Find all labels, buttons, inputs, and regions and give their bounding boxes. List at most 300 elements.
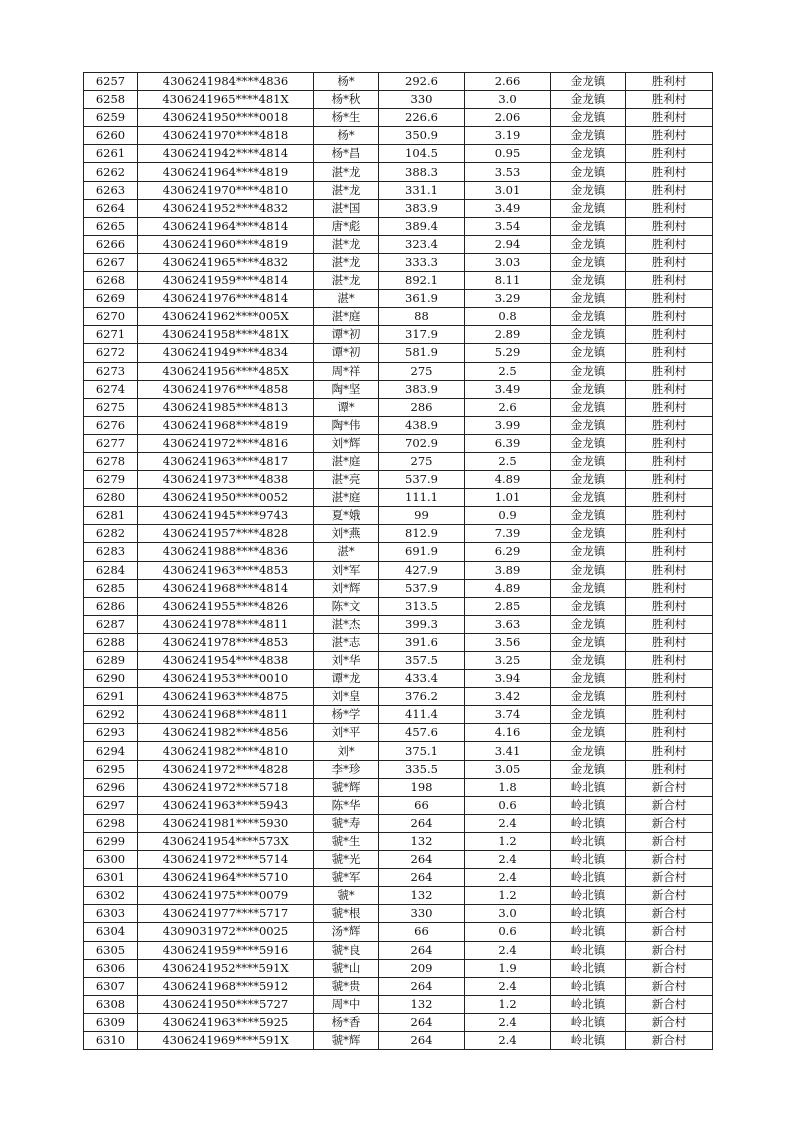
area-cell: 3.74 [465,706,551,724]
village-cell: 胜利村 [626,489,713,507]
town-cell: 金龙镇 [551,181,626,199]
table-row [84,814,713,832]
area-cell: 3.54 [465,217,551,235]
name-cell: 汤*辉 [314,923,379,941]
table-row [84,507,713,525]
amount-cell: 66 [379,796,465,814]
name-cell: 虢*根 [314,905,379,923]
table-row [84,1013,713,1031]
amount-cell: 275 [379,452,465,470]
town-cell: 金龙镇 [551,543,626,561]
table-row [84,688,713,706]
row-number-cell: 6267 [84,253,138,271]
id-number-cell: 4306241959****5916 [138,941,314,959]
name-cell: 湛*龙 [314,235,379,253]
row-number-cell: 6273 [84,362,138,380]
area-cell: 2.5 [465,362,551,380]
records-table [83,72,713,1050]
id-number-cell: 4306241975****0079 [138,887,314,905]
row-number-cell: 6291 [84,688,138,706]
amount-cell: 350.9 [379,127,465,145]
table-row [84,633,713,651]
amount-cell: 376.2 [379,688,465,706]
area-cell: 3.89 [465,561,551,579]
town-cell: 金龙镇 [551,652,626,670]
id-number-cell: 4306241978****4853 [138,633,314,651]
id-number-cell: 4306241970****4810 [138,181,314,199]
name-cell: 李*珍 [314,760,379,778]
town-cell: 金龙镇 [551,127,626,145]
id-number-cell: 4306241969****591X [138,1031,314,1049]
name-cell: 杨*生 [314,109,379,127]
id-number-cell: 4306241972****4816 [138,434,314,452]
table-row [84,91,713,109]
table-row [84,290,713,308]
id-number-cell: 4306241978****4811 [138,615,314,633]
town-cell: 金龙镇 [551,344,626,362]
name-cell: 杨*香 [314,1013,379,1031]
amount-cell: 399.3 [379,615,465,633]
name-cell: 湛*庭 [314,308,379,326]
row-number-cell: 6268 [84,272,138,290]
village-cell: 胜利村 [626,597,713,615]
row-number-cell: 6302 [84,887,138,905]
name-cell: 湛*亮 [314,471,379,489]
village-cell: 新合村 [626,887,713,905]
area-cell: 0.6 [465,923,551,941]
table-row [84,109,713,127]
amount-cell: 104.5 [379,145,465,163]
table-row [84,73,713,91]
amount-cell: 132 [379,887,465,905]
id-number-cell: 4306241953****0010 [138,670,314,688]
area-cell: 3.01 [465,181,551,199]
id-number-cell: 4306241972****5718 [138,778,314,796]
area-cell: 2.89 [465,326,551,344]
area-cell: 1.2 [465,995,551,1013]
table-row [84,995,713,1013]
amount-cell: 330 [379,91,465,109]
town-cell: 岭北镇 [551,832,626,850]
name-cell: 虢*辉 [314,1031,379,1049]
town-cell: 岭北镇 [551,778,626,796]
name-cell: 谭* [314,398,379,416]
table-row [84,525,713,543]
id-number-cell: 4306241963****4853 [138,561,314,579]
village-cell: 新合村 [626,905,713,923]
table-row [84,579,713,597]
town-cell: 金龙镇 [551,760,626,778]
amount-cell: 88 [379,308,465,326]
town-cell: 金龙镇 [551,326,626,344]
table-row [84,977,713,995]
id-number-cell: 4306241968****4819 [138,416,314,434]
table-row [84,272,713,290]
row-number-cell: 6284 [84,561,138,579]
area-cell: 3.49 [465,199,551,217]
row-number-cell: 6277 [84,434,138,452]
table-row [84,832,713,850]
id-number-cell: 4306241976****4814 [138,290,314,308]
amount-cell: 333.3 [379,253,465,271]
village-cell: 胜利村 [626,272,713,290]
table-row [84,434,713,452]
id-number-cell: 4306241964****4814 [138,217,314,235]
amount-cell: 375.1 [379,742,465,760]
table-row [84,742,713,760]
row-number-cell: 6262 [84,163,138,181]
table-row [84,670,713,688]
name-cell: 虢* [314,887,379,905]
village-cell: 新合村 [626,832,713,850]
row-number-cell: 6303 [84,905,138,923]
table-row [84,199,713,217]
town-cell: 金龙镇 [551,615,626,633]
area-cell: 0.6 [465,796,551,814]
id-number-cell: 4306241970****4818 [138,127,314,145]
id-number-cell: 4306241964****4819 [138,163,314,181]
village-cell: 新合村 [626,869,713,887]
amount-cell: 209 [379,959,465,977]
village-cell: 胜利村 [626,742,713,760]
area-cell: 7.39 [465,525,551,543]
area-cell: 1.2 [465,832,551,850]
area-cell: 4.89 [465,579,551,597]
id-number-cell: 4306241950****5727 [138,995,314,1013]
amount-cell: 388.3 [379,163,465,181]
village-cell: 胜利村 [626,507,713,525]
town-cell: 金龙镇 [551,163,626,181]
id-number-cell: 4306241976****4858 [138,380,314,398]
name-cell: 夏*娥 [314,507,379,525]
area-cell: 2.4 [465,1013,551,1031]
name-cell: 杨*昌 [314,145,379,163]
town-cell: 金龙镇 [551,670,626,688]
town-cell: 金龙镇 [551,416,626,434]
row-number-cell: 6296 [84,778,138,796]
amount-cell: 357.5 [379,652,465,670]
area-cell: 2.4 [465,814,551,832]
row-number-cell: 6272 [84,344,138,362]
name-cell: 杨* [314,127,379,145]
town-cell: 金龙镇 [551,253,626,271]
area-cell: 3.94 [465,670,551,688]
village-cell: 胜利村 [626,543,713,561]
town-cell: 金龙镇 [551,73,626,91]
table-row [84,217,713,235]
id-number-cell: 4306241963****5943 [138,796,314,814]
row-number-cell: 6274 [84,380,138,398]
row-number-cell: 6290 [84,670,138,688]
id-number-cell: 4306241977****5717 [138,905,314,923]
name-cell: 虢*贵 [314,977,379,995]
amount-cell: 286 [379,398,465,416]
row-number-cell: 6297 [84,796,138,814]
town-cell: 金龙镇 [551,507,626,525]
table-row [84,380,713,398]
area-cell: 3.42 [465,688,551,706]
name-cell: 虢*良 [314,941,379,959]
amount-cell: 264 [379,1031,465,1049]
village-cell: 新合村 [626,959,713,977]
name-cell: 虢*山 [314,959,379,977]
amount-cell: 391.6 [379,633,465,651]
area-cell: 1.9 [465,959,551,977]
town-cell: 岭北镇 [551,887,626,905]
row-number-cell: 6288 [84,633,138,651]
area-cell: 3.05 [465,760,551,778]
name-cell: 刘*辉 [314,579,379,597]
area-cell: 2.4 [465,869,551,887]
village-cell: 胜利村 [626,109,713,127]
table-row [84,362,713,380]
table-row [84,923,713,941]
town-cell: 金龙镇 [551,145,626,163]
amount-cell: 361.9 [379,290,465,308]
town-cell: 金龙镇 [551,235,626,253]
table-row [84,959,713,977]
name-cell: 湛* [314,543,379,561]
id-number-cell: 4306241962****005X [138,308,314,326]
town-cell: 岭北镇 [551,869,626,887]
town-cell: 金龙镇 [551,471,626,489]
town-cell: 金龙镇 [551,452,626,470]
row-number-cell: 6308 [84,995,138,1013]
row-number-cell: 6295 [84,760,138,778]
id-number-cell: 4306241968****5912 [138,977,314,995]
row-number-cell: 6271 [84,326,138,344]
village-cell: 新合村 [626,977,713,995]
id-number-cell: 4306241964****5710 [138,869,314,887]
table-row [84,235,713,253]
village-cell: 胜利村 [626,760,713,778]
id-number-cell: 4306241942****4814 [138,145,314,163]
row-number-cell: 6265 [84,217,138,235]
town-cell: 金龙镇 [551,489,626,507]
area-cell: 3.41 [465,742,551,760]
name-cell: 湛* [314,290,379,308]
id-number-cell: 4306241958****481X [138,326,314,344]
village-cell: 胜利村 [626,615,713,633]
village-cell: 胜利村 [626,235,713,253]
records-table-body [84,73,713,1050]
area-cell: 2.4 [465,941,551,959]
area-cell: 3.19 [465,127,551,145]
town-cell: 岭北镇 [551,977,626,995]
id-number-cell: 4306241956****485X [138,362,314,380]
name-cell: 虢*辉 [314,778,379,796]
id-number-cell: 4306241960****4819 [138,235,314,253]
town-cell: 金龙镇 [551,308,626,326]
row-number-cell: 6276 [84,416,138,434]
area-cell: 3.99 [465,416,551,434]
name-cell: 陶*伟 [314,416,379,434]
row-number-cell: 6310 [84,1031,138,1049]
name-cell: 虢*生 [314,832,379,850]
town-cell: 岭北镇 [551,941,626,959]
id-number-cell: 4306241981****5930 [138,814,314,832]
table-row [84,308,713,326]
name-cell: 杨*秋 [314,91,379,109]
table-row [84,452,713,470]
town-cell: 岭北镇 [551,796,626,814]
town-cell: 岭北镇 [551,1031,626,1049]
area-cell: 3.63 [465,615,551,633]
area-cell: 2.66 [465,73,551,91]
area-cell: 2.4 [465,977,551,995]
town-cell: 金龙镇 [551,742,626,760]
village-cell: 胜利村 [626,308,713,326]
village-cell: 新合村 [626,923,713,941]
village-cell: 胜利村 [626,163,713,181]
village-cell: 胜利村 [626,217,713,235]
amount-cell: 537.9 [379,471,465,489]
id-number-cell: 4306241972****4828 [138,760,314,778]
amount-cell: 99 [379,507,465,525]
row-number-cell: 6289 [84,652,138,670]
town-cell: 岭北镇 [551,995,626,1013]
town-cell: 岭北镇 [551,959,626,977]
area-cell: 1.01 [465,489,551,507]
name-cell: 周*中 [314,995,379,1013]
town-cell: 岭北镇 [551,905,626,923]
amount-cell: 812.9 [379,525,465,543]
name-cell: 唐*彪 [314,217,379,235]
table-row [84,127,713,145]
area-cell: 3.29 [465,290,551,308]
row-number-cell: 6257 [84,73,138,91]
amount-cell: 457.6 [379,724,465,742]
amount-cell: 198 [379,778,465,796]
town-cell: 金龙镇 [551,434,626,452]
name-cell: 虢*军 [314,869,379,887]
id-number-cell: 4306241954****573X [138,832,314,850]
area-cell: 2.4 [465,1031,551,1049]
name-cell: 谭*初 [314,326,379,344]
row-number-cell: 6299 [84,832,138,850]
town-cell: 金龙镇 [551,579,626,597]
amount-cell: 66 [379,923,465,941]
row-number-cell: 6298 [84,814,138,832]
town-cell: 金龙镇 [551,398,626,416]
area-cell: 0.95 [465,145,551,163]
amount-cell: 132 [379,995,465,1013]
amount-cell: 389.4 [379,217,465,235]
amount-cell: 317.9 [379,326,465,344]
row-number-cell: 6278 [84,452,138,470]
id-number-cell: 4306241945****9743 [138,507,314,525]
row-number-cell: 6283 [84,543,138,561]
table-row [84,163,713,181]
village-cell: 胜利村 [626,724,713,742]
area-cell: 6.39 [465,434,551,452]
amount-cell: 275 [379,362,465,380]
id-number-cell: 4306241965****481X [138,91,314,109]
name-cell: 虢*寿 [314,814,379,832]
id-number-cell: 4309031972****0025 [138,923,314,941]
row-number-cell: 6309 [84,1013,138,1031]
id-number-cell: 4306241984****4836 [138,73,314,91]
town-cell: 金龙镇 [551,380,626,398]
amount-cell: 433.4 [379,670,465,688]
area-cell: 8.11 [465,272,551,290]
name-cell: 刘*军 [314,561,379,579]
table-row [84,615,713,633]
row-number-cell: 6294 [84,742,138,760]
amount-cell: 264 [379,1013,465,1031]
id-number-cell: 4306241982****4810 [138,742,314,760]
table-row [84,851,713,869]
table-row [84,1031,713,1049]
table-row [84,561,713,579]
amount-cell: 226.6 [379,109,465,127]
name-cell: 湛*龙 [314,181,379,199]
row-number-cell: 6286 [84,597,138,615]
amount-cell: 581.9 [379,344,465,362]
id-number-cell: 4306241988****4836 [138,543,314,561]
id-number-cell: 4306241968****4811 [138,706,314,724]
amount-cell: 264 [379,941,465,959]
name-cell: 陈*文 [314,597,379,615]
amount-cell: 383.9 [379,199,465,217]
town-cell: 金龙镇 [551,597,626,615]
id-number-cell: 4306241952****4832 [138,199,314,217]
id-number-cell: 4306241968****4814 [138,579,314,597]
town-cell: 金龙镇 [551,290,626,308]
row-number-cell: 6285 [84,579,138,597]
name-cell: 刘* [314,742,379,760]
amount-cell: 132 [379,832,465,850]
village-cell: 新合村 [626,796,713,814]
row-number-cell: 6306 [84,959,138,977]
village-cell: 胜利村 [626,398,713,416]
name-cell: 湛*杰 [314,615,379,633]
id-number-cell: 4306241950****0018 [138,109,314,127]
row-number-cell: 6281 [84,507,138,525]
row-number-cell: 6258 [84,91,138,109]
name-cell: 刘*燕 [314,525,379,543]
amount-cell: 264 [379,851,465,869]
row-number-cell: 6307 [84,977,138,995]
area-cell: 2.06 [465,109,551,127]
amount-cell: 691.9 [379,543,465,561]
row-number-cell: 6270 [84,308,138,326]
town-cell: 金龙镇 [551,688,626,706]
row-number-cell: 6263 [84,181,138,199]
name-cell: 刘*华 [314,652,379,670]
table-row [84,887,713,905]
village-cell: 胜利村 [626,452,713,470]
town-cell: 金龙镇 [551,706,626,724]
amount-cell: 330 [379,905,465,923]
amount-cell: 292.6 [379,73,465,91]
row-number-cell: 6279 [84,471,138,489]
area-cell: 1.2 [465,887,551,905]
area-cell: 2.6 [465,398,551,416]
name-cell: 湛*庭 [314,452,379,470]
id-number-cell: 4306241985****4813 [138,398,314,416]
name-cell: 湛*庭 [314,489,379,507]
id-number-cell: 4306241959****4814 [138,272,314,290]
name-cell: 陈*华 [314,796,379,814]
area-cell: 3.03 [465,253,551,271]
table-row [84,905,713,923]
table-row [84,597,713,615]
table-row [84,778,713,796]
amount-cell: 323.4 [379,235,465,253]
amount-cell: 702.9 [379,434,465,452]
village-cell: 新合村 [626,1013,713,1031]
